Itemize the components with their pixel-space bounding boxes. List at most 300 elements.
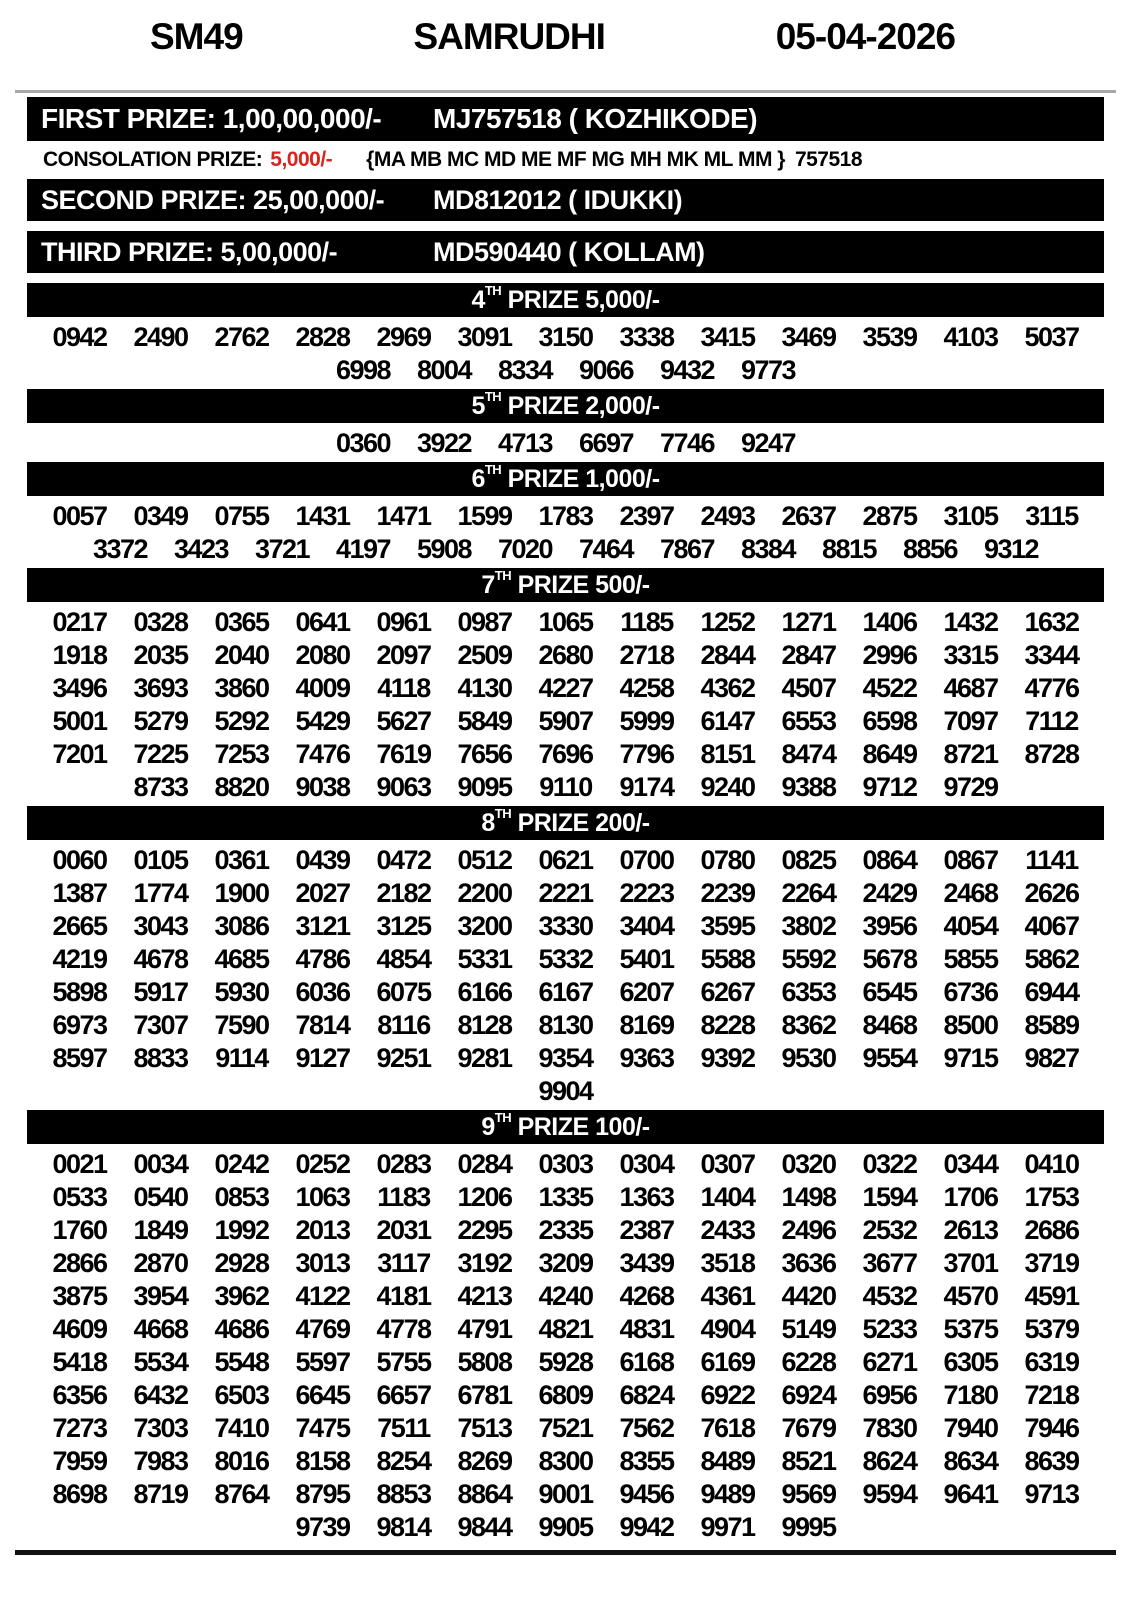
winning-number: 1432 [943, 607, 998, 637]
winning-number: 4213 [457, 1281, 512, 1311]
prize-section [0, 462, 1131, 566]
winning-number: 9712 [862, 772, 917, 802]
winning-number: 7562 [619, 1413, 674, 1443]
winning-number: 3721 [254, 534, 310, 564]
winning-number: 7253 [214, 739, 269, 769]
winning-number-row [0, 672, 1131, 705]
winning-number: 1335 [538, 1182, 593, 1212]
winning-number-row [0, 1412, 1131, 1445]
winning-number: 5855 [943, 944, 998, 974]
winning-number: 9392 [700, 1043, 755, 1073]
winning-number: 4778 [376, 1314, 431, 1344]
first-prize-label: FIRST PRIZE: 1,00,00,000/- [41, 103, 382, 134]
winning-number: 6944 [1024, 977, 1079, 1007]
winning-number-row [0, 844, 1131, 877]
winning-number: 9530 [781, 1043, 836, 1073]
winning-number: 8728 [1024, 739, 1079, 769]
winning-number: 3043 [133, 911, 188, 941]
winning-number: 7746 [659, 428, 715, 458]
winning-number: 1849 [133, 1215, 188, 1245]
winning-number: 7225 [133, 739, 188, 769]
winning-number: 5331 [457, 944, 512, 974]
winning-number: 4713 [497, 428, 553, 458]
winning-number: 9729 [943, 772, 998, 802]
winning-number: 4122 [295, 1281, 350, 1311]
winning-number: 5908 [416, 534, 472, 564]
winning-number: 8597 [52, 1043, 107, 1073]
prize-section [0, 806, 1131, 1108]
winning-number: 5233 [862, 1314, 917, 1344]
winning-number: 0533 [52, 1182, 107, 1212]
winning-number: 4831 [619, 1314, 674, 1344]
winning-number: 8815 [821, 534, 877, 564]
prize-sections [0, 283, 1131, 1544]
winning-number: 8833 [133, 1043, 188, 1073]
winning-number: 3013 [295, 1248, 350, 1278]
winning-number: 8228 [700, 1010, 755, 1040]
winning-number: 8169 [619, 1010, 674, 1040]
winning-number: 6168 [619, 1347, 674, 1377]
winning-number: 4130 [457, 673, 512, 703]
winning-number: 1753 [1024, 1182, 1079, 1212]
winning-number: 2928 [214, 1248, 269, 1278]
winning-number: 3105 [943, 501, 998, 531]
winning-number: 5755 [376, 1347, 431, 1377]
winning-number: 3372 [92, 534, 148, 564]
winning-number: 3922 [416, 428, 472, 458]
winning-number: 8521 [781, 1446, 836, 1476]
winning-number-row [0, 1280, 1131, 1313]
winning-number: 7796 [619, 739, 674, 769]
winning-number: 5401 [619, 944, 674, 974]
winning-number: 2866 [52, 1248, 107, 1278]
winning-number: 1063 [295, 1182, 350, 1212]
winning-number: 1183 [377, 1182, 430, 1212]
winning-number: 0410 [1024, 1149, 1079, 1179]
winning-number: 0942 [52, 322, 107, 352]
winning-number: 4219 [52, 944, 107, 974]
winning-number: 8864 [457, 1479, 512, 1509]
winning-number: 4686 [214, 1314, 269, 1344]
winning-number: 6973 [52, 1010, 107, 1040]
winning-number: 0252 [295, 1149, 350, 1179]
winning-number: 1252 [700, 607, 755, 637]
winning-number: 9354 [538, 1043, 593, 1073]
winning-number: 8128 [457, 1010, 512, 1040]
winning-number: 9127 [295, 1043, 350, 1073]
winning-number: 0864 [862, 845, 917, 875]
winning-number: 4678 [133, 944, 188, 974]
winning-number: 9432 [659, 355, 715, 385]
prize-section [0, 568, 1131, 804]
winning-number: 2762 [214, 322, 269, 352]
winning-number: 9114 [215, 1043, 268, 1073]
winning-number: 9905 [538, 1512, 593, 1542]
winning-number: 1406 [862, 607, 917, 637]
winning-number: 7218 [1024, 1380, 1079, 1410]
winning-number: 1918 [52, 640, 107, 670]
winning-number: 0344 [943, 1149, 998, 1179]
winning-number: 0360 [335, 428, 391, 458]
winning-number: 9066 [578, 355, 634, 385]
winning-number: 0987 [457, 607, 512, 637]
winning-number: 4776 [1024, 673, 1079, 703]
winning-number: 1141 [1025, 845, 1078, 875]
winning-number: 2182 [376, 878, 431, 908]
winning-number: 4685 [214, 944, 269, 974]
winning-number: 3338 [619, 322, 674, 352]
winning-number: 4067 [1024, 911, 1079, 941]
winning-number: 4791 [457, 1314, 512, 1344]
winning-number: 4904 [700, 1314, 755, 1344]
winning-number: 0700 [619, 845, 674, 875]
third-prize-label: THIRD PRIZE: 5,00,000/- [41, 236, 338, 267]
winning-number: 7112 [1025, 706, 1078, 736]
winning-number: 9251 [376, 1043, 431, 1073]
winning-number: 5429 [295, 706, 350, 736]
winning-number: 0961 [376, 607, 431, 637]
winning-number: 8856 [902, 534, 958, 564]
winning-number: 8016 [214, 1446, 269, 1476]
winning-number: 9456 [619, 1479, 674, 1509]
winning-number: 0512 [457, 845, 512, 875]
winning-number-row [0, 354, 1131, 387]
winning-number: 0472 [376, 845, 431, 875]
winning-number: 3439 [619, 1248, 674, 1278]
winning-number: 7307 [133, 1010, 188, 1040]
winning-number: 2828 [295, 322, 350, 352]
winning-number: 7619 [376, 739, 431, 769]
winning-number: 9363 [619, 1043, 674, 1073]
winning-number: 5292 [214, 706, 269, 736]
winning-number: 0303 [538, 1149, 593, 1179]
winning-number: 3121 [295, 911, 350, 941]
winning-number: 8474 [781, 739, 836, 769]
winning-number: 6956 [862, 1380, 917, 1410]
winning-number: 2870 [133, 1248, 188, 1278]
winning-number: 7475 [295, 1413, 350, 1443]
winning-number: 1363 [619, 1182, 674, 1212]
winning-number-row [0, 639, 1131, 672]
prize-section-title: 9TH PRIZE 100/- [27, 1110, 1104, 1144]
winning-number: 9814 [376, 1512, 431, 1542]
winning-number: 3677 [862, 1248, 917, 1278]
winning-number: 4258 [619, 673, 674, 703]
winning-number: 2490 [133, 322, 188, 352]
winning-number-row [0, 1148, 1131, 1181]
winning-number: 2493 [700, 501, 755, 531]
winning-number: 3954 [133, 1281, 188, 1311]
winning-number: 9489 [700, 1479, 755, 1509]
winning-number: 2097 [376, 640, 431, 670]
winning-number: 8500 [943, 1010, 998, 1040]
second-prize-bar [27, 179, 1104, 221]
winning-number: 8116 [377, 1010, 430, 1040]
winning-number: 0328 [133, 607, 188, 637]
winning-number: 9844 [457, 1512, 512, 1542]
winning-number: 3518 [700, 1248, 755, 1278]
winning-number-row [0, 738, 1131, 771]
winning-number: 9247 [740, 428, 796, 458]
winning-number: 8721 [943, 739, 998, 769]
winning-number-row [0, 771, 1131, 804]
winning-number: 2665 [52, 911, 107, 941]
winning-number: 9038 [295, 772, 350, 802]
winning-number: 5534 [133, 1347, 188, 1377]
winning-number: 1471 [376, 501, 431, 531]
winning-number: 5862 [1024, 944, 1079, 974]
winning-number: 3636 [781, 1248, 836, 1278]
winning-number: 8334 [497, 355, 553, 385]
winning-number: 2295 [457, 1215, 512, 1245]
winning-number: 8764 [214, 1479, 269, 1509]
winning-number: 7814 [295, 1010, 350, 1040]
winning-number: 7303 [133, 1413, 188, 1443]
winning-number-row [0, 910, 1131, 943]
winning-number: 2718 [619, 640, 674, 670]
winning-number: 0439 [295, 845, 350, 875]
second-prize-ticket: MD812012 ( IDUKKI) [433, 184, 683, 215]
winning-number: 3423 [173, 534, 229, 564]
winning-number: 5548 [214, 1347, 269, 1377]
winning-number: 5379 [1024, 1314, 1079, 1344]
winning-number: 7476 [295, 739, 350, 769]
winning-number: 6824 [619, 1380, 674, 1410]
winning-number: 0867 [943, 845, 998, 875]
winning-number: 1992 [214, 1215, 269, 1245]
winning-number-row [0, 500, 1131, 533]
winning-number-row [0, 1346, 1131, 1379]
winning-number: 2626 [1024, 878, 1079, 908]
winning-number: 4361 [700, 1281, 755, 1311]
prize-section-title: 5TH PRIZE 2,000/- [27, 389, 1104, 423]
winning-number: 6781 [457, 1380, 512, 1410]
winning-number: 8589 [1024, 1010, 1079, 1040]
winning-number: 2031 [376, 1215, 431, 1245]
winning-number: 9110 [539, 772, 592, 802]
winning-number: 0242 [214, 1149, 269, 1179]
winning-number: 8698 [52, 1479, 107, 1509]
winning-number: 0349 [133, 501, 188, 531]
winning-number: 5907 [538, 706, 593, 736]
winning-number: 1206 [457, 1182, 512, 1212]
winning-number-row [0, 976, 1131, 1009]
winning-number: 2686 [1024, 1215, 1079, 1245]
winning-number: 7511 [377, 1413, 430, 1443]
winning-number: 5037 [1024, 322, 1079, 352]
winning-number: 2433 [700, 1215, 755, 1245]
winning-number: 2013 [295, 1215, 350, 1245]
winning-number: 2969 [376, 322, 431, 352]
winning-number: 0021 [52, 1149, 107, 1179]
winning-number: 7180 [943, 1380, 998, 1410]
winning-number: 3701 [943, 1248, 998, 1278]
winning-number: 2875 [862, 501, 917, 531]
winning-number: 1431 [295, 501, 350, 531]
winning-number-row [0, 1042, 1131, 1075]
winning-number-row [0, 427, 1131, 460]
prize-section-title: 7TH PRIZE 500/- [27, 568, 1104, 602]
prize-section [0, 389, 1131, 460]
winning-number-row [0, 1214, 1131, 1247]
winning-number: 0780 [700, 845, 755, 875]
winning-number: 9240 [700, 772, 755, 802]
winning-number: 8468 [862, 1010, 917, 1040]
winning-number: 9971 [700, 1512, 755, 1542]
winning-number: 3330 [538, 911, 593, 941]
winning-number: 4118 [377, 673, 430, 703]
winning-number: 6545 [862, 977, 917, 1007]
winning-number: 4103 [943, 322, 998, 352]
bottom-divider [15, 1550, 1116, 1555]
winning-number: 4522 [862, 673, 917, 703]
winning-number: 9281 [457, 1043, 512, 1073]
winning-number: 0057 [52, 501, 107, 531]
winning-number: 2387 [619, 1215, 674, 1245]
winning-number: 9827 [1024, 1043, 1079, 1073]
winning-number: 6169 [700, 1347, 755, 1377]
winning-number: 4268 [619, 1281, 674, 1311]
winning-number: 2221 [538, 878, 593, 908]
winning-number: 2200 [457, 878, 512, 908]
winning-number: 8130 [538, 1010, 593, 1040]
winning-number: 2429 [862, 878, 917, 908]
winning-number: 2680 [538, 640, 593, 670]
winning-number: 1760 [52, 1215, 107, 1245]
winning-number: 0540 [133, 1182, 188, 1212]
winning-number: 5001 [52, 706, 107, 736]
winning-number: 0755 [214, 501, 269, 531]
winning-number: 5627 [376, 706, 431, 736]
winning-number: 7464 [578, 534, 634, 564]
winning-number: 3860 [214, 673, 269, 703]
winning-number: 3344 [1024, 640, 1079, 670]
winning-number: 4009 [295, 673, 350, 703]
winning-number-row [0, 1511, 1131, 1544]
prize-section [0, 1110, 1131, 1544]
winning-number: 0105 [133, 845, 188, 875]
winning-number: 3719 [1024, 1248, 1079, 1278]
winning-number: 4054 [943, 911, 998, 941]
winning-number: 2040 [214, 640, 269, 670]
winning-number: 5279 [133, 706, 188, 736]
winning-number: 4227 [538, 673, 593, 703]
winning-number: 0217 [52, 607, 107, 637]
winning-number: 6736 [943, 977, 998, 1007]
winning-number: 1599 [457, 501, 512, 531]
winning-number-row [0, 1379, 1131, 1412]
winning-number: 0621 [538, 845, 593, 875]
first-prize-ticket: MJ757518 ( KOZHIKODE) [433, 103, 758, 134]
winning-number: 3086 [214, 911, 269, 941]
winning-number-row [0, 1009, 1131, 1042]
winning-number: 3209 [538, 1248, 593, 1278]
winning-number: 2335 [538, 1215, 593, 1245]
winning-number: 5592 [781, 944, 836, 974]
winning-number: 4769 [295, 1314, 350, 1344]
winning-number: 5588 [700, 944, 755, 974]
winning-number: 3802 [781, 911, 836, 941]
winning-number: 7618 [700, 1413, 755, 1443]
prize-section-title: 8TH PRIZE 200/- [27, 806, 1104, 840]
winning-number: 6147 [700, 706, 755, 736]
winning-number: 5375 [943, 1314, 998, 1344]
winning-number: 4687 [943, 673, 998, 703]
second-prize-label: SECOND PRIZE: 25,00,000/- [41, 184, 385, 215]
winning-number-row [0, 943, 1131, 976]
winning-number: 5418 [52, 1347, 107, 1377]
winning-number: 8384 [740, 534, 796, 564]
winning-number: 6228 [781, 1347, 836, 1377]
winning-number: 1632 [1024, 607, 1079, 637]
winning-number: 6166 [457, 977, 512, 1007]
winning-number: 6271 [862, 1347, 917, 1377]
winning-number-row [0, 533, 1131, 566]
winning-number: 6353 [781, 977, 836, 1007]
winning-number-row [0, 1313, 1131, 1346]
winning-number: 4821 [538, 1314, 593, 1344]
winning-number: 6207 [619, 977, 674, 1007]
winning-number: 2847 [781, 640, 836, 670]
winning-number: 8853 [376, 1479, 431, 1509]
winning-number: 2613 [943, 1215, 998, 1245]
winning-number: 9942 [619, 1512, 674, 1542]
winning-number: 8158 [295, 1446, 350, 1476]
winning-number-row [0, 1247, 1131, 1280]
winning-number: 6922 [700, 1380, 755, 1410]
winning-number: 8362 [781, 1010, 836, 1040]
winning-number: 3200 [457, 911, 512, 941]
winning-number: 2239 [700, 878, 755, 908]
winning-number: 0034 [133, 1149, 188, 1179]
prize-section [0, 283, 1131, 387]
winning-number: 7830 [862, 1413, 917, 1443]
winning-number: 3539 [862, 322, 917, 352]
winning-number: 3496 [52, 673, 107, 703]
winning-number: 8634 [943, 1446, 998, 1476]
winning-number: 9739 [295, 1512, 350, 1542]
winning-number: 6645 [295, 1380, 350, 1410]
winning-number: 9095 [457, 772, 512, 802]
winning-number: 0853 [214, 1182, 269, 1212]
winning-number: 3469 [781, 322, 836, 352]
winning-number: 7513 [457, 1413, 512, 1443]
winning-number: 8269 [457, 1446, 512, 1476]
winning-number: 3315 [943, 640, 998, 670]
winning-number: 9554 [862, 1043, 917, 1073]
winning-number-row [0, 606, 1131, 639]
winning-number: 1387 [52, 878, 107, 908]
winning-number: 8254 [376, 1446, 431, 1476]
winning-number: 2844 [700, 640, 755, 670]
winning-number: 7867 [659, 534, 715, 564]
winning-number: 5930 [214, 977, 269, 1007]
winning-number: 0307 [700, 1149, 755, 1179]
winning-number: 2496 [781, 1215, 836, 1245]
consolation-prize-row [30, 145, 1101, 175]
winning-number: 6305 [943, 1347, 998, 1377]
winning-number: 8820 [214, 772, 269, 802]
winning-number: 5597 [295, 1347, 350, 1377]
winning-number: 9773 [740, 355, 796, 385]
winning-number: 5678 [862, 944, 917, 974]
winning-number: 3115 [1025, 501, 1078, 531]
winning-number: 9001 [538, 1479, 593, 1509]
winning-number: 9063 [376, 772, 431, 802]
winning-number: 6267 [700, 977, 755, 1007]
winning-number: 3404 [619, 911, 674, 941]
winning-number: 3150 [538, 322, 593, 352]
